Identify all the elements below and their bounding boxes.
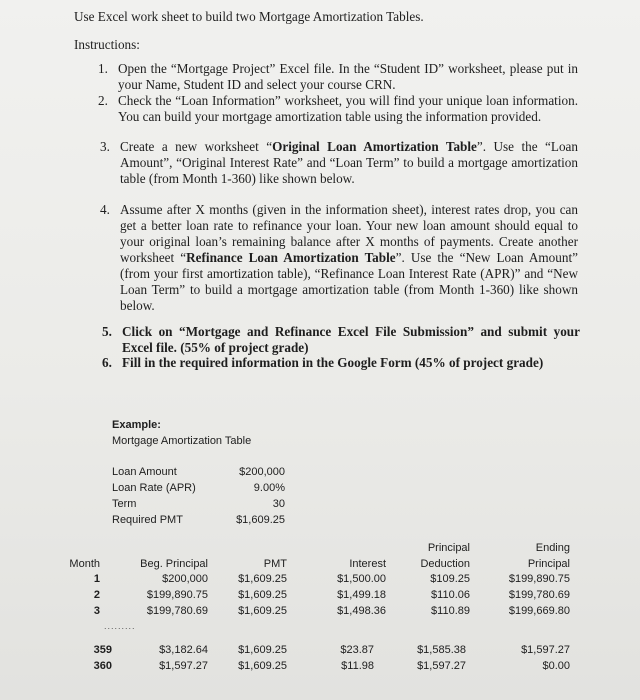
row-interest: $1,500.00 [337, 573, 386, 585]
row-month: 359 [93, 644, 112, 656]
summary-required-pmt-label: Required PMT [112, 514, 183, 526]
example-title: Mortgage Amortization Table [112, 435, 252, 447]
step-6-text: Fill in the required information in the Google Form (45% of project grade) [122, 355, 544, 370]
row-beg-principal: $199,780.69 [146, 605, 208, 617]
row-beg-principal: $1,597.27 [159, 660, 208, 672]
step-1-text: Open the “Mortgage Project” Excel file. In the “Student ID” worksheet, please put in your Name, Student ID and select your course CRN. [118, 61, 578, 92]
instructions-label: Instructions: [74, 37, 140, 52]
row-ending: $199,669.80 [508, 605, 570, 617]
step-4-text [120, 202, 578, 314]
row-ending: $0.00 [542, 660, 570, 672]
row-deduction: $109.25 [430, 573, 470, 585]
step-4-text-post: ”. Use the “New Loan Amount” (from your first amortization table), “Refinance Loan Interest Rate (APR)” and “New Loan Term” to build a mortgage amortization table (from Month 1-360) like shown below. [120, 250, 578, 313]
row-month: 2 [93, 589, 100, 601]
row-deduction: $110.89 [431, 605, 470, 617]
summary-required-pmt-value: $1,609.25 [236, 514, 285, 526]
header-month: Month [69, 558, 100, 570]
step-2-text: Check the “Loan Information” worksheet, you will find your unique loan information. You can build your mortgage amortization table using the information provided. [118, 93, 578, 124]
row-deduction: $1,597.27 [417, 660, 466, 672]
step-1-number: 1. [98, 61, 108, 76]
example-label: Example: [112, 419, 161, 431]
row-beg-principal: $200,000 [162, 573, 208, 585]
summary-loan-rate-label: Loan Rate (APR) [112, 482, 196, 494]
row-ending: $1,597.27 [521, 644, 570, 656]
summary-loan-amount-label: Loan Amount [112, 466, 177, 478]
row-interest: $11.98 [341, 660, 374, 672]
step-3-text-bold: Original Loan Amortization Table [272, 139, 477, 154]
row-deduction: $110.06 [431, 589, 470, 601]
header-interest: Interest [349, 558, 386, 570]
row-beg-principal: $199,890.75 [146, 589, 208, 601]
step-5-text: Click on “Mortgage and Refinance Excel File Submission” and submit your Excel file. (55% of project grade) [122, 324, 580, 355]
row-pmt: $1,609.25 [238, 573, 287, 585]
step-2-number: 2. [98, 93, 108, 108]
header-beg-principal: Beg. Principal [140, 558, 208, 570]
row-pmt: $1,609.25 [238, 660, 287, 672]
row-month: 3 [93, 605, 100, 617]
header-principal-deduction-line1: Principal [427, 542, 470, 554]
row-pmt: $1,609.25 [238, 589, 287, 601]
row-pmt: $1,609.25 [238, 605, 287, 617]
step-4-text-bold: Refinance Loan Amortization Table [186, 250, 396, 265]
row-month: 1 [93, 573, 100, 585]
summary-loan-amount-value: $200,000 [239, 466, 285, 478]
step-3-text-post: ”. Use the “Loan Amount”, “Original Interest Rate” and “Loan Term” to build a mortgage amortization table (from Month 1-360) like shown below. [120, 139, 578, 186]
step-3-number: 3. [100, 139, 110, 154]
row-ending: $199,890.75 [508, 573, 570, 585]
step-4-number: 4. [100, 202, 110, 217]
row-ending: $199,780.69 [508, 589, 570, 601]
step-3-text-pre: Create a new worksheet “ [120, 139, 273, 154]
step-3-text [120, 139, 578, 187]
header-ending-principal-line2: Principal [527, 558, 570, 570]
step-5-number: 5. [102, 324, 112, 339]
rows-ellipsis: ......... [104, 621, 136, 631]
row-month: 360 [93, 660, 112, 672]
row-interest: $1,499.18 [337, 589, 386, 601]
step-4-text-pre: Assume after X months (given in the information sheet), interest rates drop, you can get a better loan rate to refinance your loan. Your new loan amount should equal to your original loan’s remaining balance after X months of payments. Create another worksheet “ [120, 202, 578, 265]
header-principal-deduction-line2: Deduction [420, 558, 470, 570]
summary-loan-rate-value: 9.00% [253, 482, 285, 494]
row-deduction: $1,585.38 [417, 644, 466, 656]
step-6-number: 6. [102, 355, 112, 370]
row-beg-principal: $3,182.64 [159, 644, 208, 656]
summary-term-label: Term [112, 498, 137, 510]
page-heading: Use Excel work sheet to build two Mortgage Amortization Tables. [74, 9, 424, 24]
header-pmt: PMT [263, 558, 287, 570]
row-interest: $23.87 [340, 644, 374, 656]
summary-term-value: 30 [272, 498, 285, 510]
header-ending-principal-line1: Ending [535, 542, 570, 554]
row-pmt: $1,609.25 [238, 644, 287, 656]
row-interest: $1,498.36 [337, 605, 386, 617]
